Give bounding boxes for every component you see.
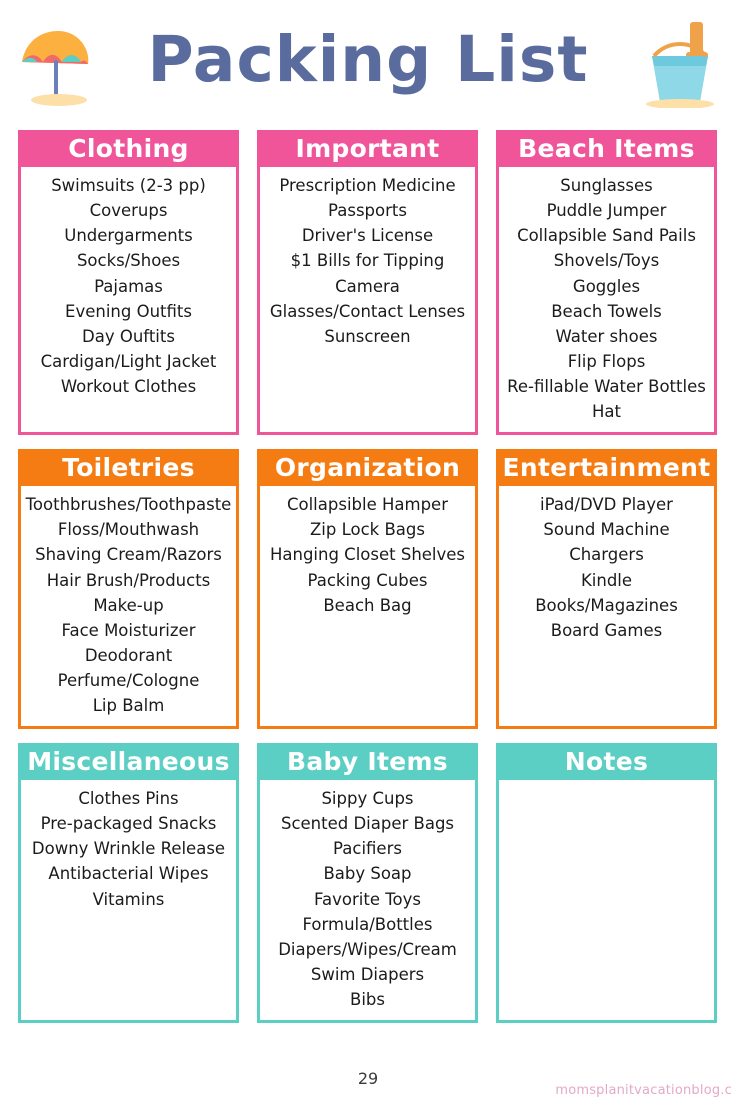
list-item[interactable]: Favorite Toys xyxy=(314,889,421,909)
list-item[interactable]: Formula/Bottles xyxy=(302,914,433,934)
list-item[interactable]: Cardigan/Light Jacket xyxy=(40,351,217,371)
list-item[interactable]: Zip Lock Bags xyxy=(310,520,425,540)
card-title: Miscellaneous xyxy=(21,746,236,780)
list-item[interactable]: Floss/Mouthwash xyxy=(57,520,200,540)
list-item[interactable]: Sound Machine xyxy=(543,520,670,540)
list-item[interactable]: Prescription Medicine xyxy=(279,176,456,196)
list-item[interactable]: Antibacterial Wipes xyxy=(48,864,209,884)
card-title: Notes xyxy=(499,746,714,780)
list-item[interactable]: Face Moisturizer xyxy=(61,620,196,640)
card-toiletries xyxy=(18,449,239,729)
list-item[interactable]: Water shoes xyxy=(555,326,658,346)
list-item[interactable]: $1 Bills for Tipping xyxy=(290,251,445,271)
list-item[interactable]: Vitamins xyxy=(92,889,165,909)
sand-bucket-icon xyxy=(638,18,718,108)
card-important xyxy=(257,130,478,435)
card-title: Important xyxy=(260,133,475,167)
list-item[interactable]: Toothbrushes/Toothpaste xyxy=(25,495,232,515)
list-item[interactable]: Goggles xyxy=(572,276,641,296)
list-item[interactable]: Sippy Cups xyxy=(321,789,414,809)
list-item[interactable]: Day Ouftits xyxy=(82,326,175,346)
list-item[interactable]: Sunscreen xyxy=(324,326,411,346)
card-items xyxy=(21,486,236,726)
list-item[interactable]: Deodorant xyxy=(84,645,173,665)
list-item[interactable]: Collapsible Hamper xyxy=(286,495,448,515)
card-miscellaneous xyxy=(18,743,239,1023)
list-item[interactable]: Perfume/Cologne xyxy=(57,670,200,690)
card-entertainment xyxy=(496,449,717,729)
card-title: Beach Items xyxy=(499,133,714,167)
list-item[interactable]: Pacifiers xyxy=(333,839,402,859)
list-item[interactable]: Make-up xyxy=(93,595,164,615)
card-items xyxy=(260,486,475,726)
list-item[interactable]: Beach Towels xyxy=(551,301,662,321)
card-items xyxy=(260,780,475,1020)
list-item[interactable]: Board Games xyxy=(550,620,663,640)
card-baby-items xyxy=(257,743,478,1023)
beach-umbrella-icon xyxy=(16,22,102,106)
list-item[interactable]: Undergarments xyxy=(64,226,193,246)
list-item[interactable]: Packing Cubes xyxy=(307,570,428,590)
page-header xyxy=(0,0,736,118)
list-item[interactable]: iPad/DVD Player xyxy=(540,495,673,515)
list-item[interactable]: Scented Diaper Bags xyxy=(280,814,455,834)
list-item[interactable]: Pajamas xyxy=(94,276,163,296)
notes-writing-area[interactable] xyxy=(499,780,714,1020)
card-notes xyxy=(496,743,717,1023)
list-item[interactable]: Beach Bag xyxy=(323,595,412,615)
card-title: Clothing xyxy=(21,133,236,167)
list-item[interactable]: Sunglasses xyxy=(560,176,653,196)
list-item[interactable]: Baby Soap xyxy=(323,864,412,884)
card-title: Baby Items xyxy=(260,746,475,780)
list-item[interactable]: Glasses/Contact Lenses xyxy=(269,301,466,321)
list-item[interactable]: Passports xyxy=(328,201,407,221)
list-item[interactable]: Diapers/Wipes/Cream xyxy=(278,939,457,959)
card-beach-items xyxy=(496,130,717,435)
site-watermark: momsplanitvacationblog.c xyxy=(555,1083,732,1098)
list-item[interactable]: Coverups xyxy=(89,201,168,221)
list-item[interactable]: Books/Magazines xyxy=(535,595,678,615)
card-title: Entertainment xyxy=(499,452,714,486)
card-title: Toiletries xyxy=(21,452,236,486)
list-item[interactable]: Socks/Shoes xyxy=(76,251,181,271)
list-item[interactable]: Camera xyxy=(335,276,400,296)
list-item[interactable]: Shaving Cream/Razors xyxy=(35,545,222,565)
list-item[interactable]: Swim Diapers xyxy=(310,964,425,984)
list-item[interactable]: Workout Clothes xyxy=(60,376,197,396)
list-item[interactable]: Lip Balm xyxy=(92,695,165,715)
list-item[interactable]: Puddle Jumper xyxy=(546,201,667,221)
card-items xyxy=(499,486,714,726)
page-title: Packing List xyxy=(147,22,589,96)
list-item[interactable]: Swimsuits (2-3 pp) xyxy=(51,176,206,196)
category-card-grid xyxy=(18,130,718,1023)
card-clothing xyxy=(18,130,239,435)
list-item[interactable]: Evening Outfits xyxy=(65,301,192,321)
card-items xyxy=(260,167,475,432)
card-items xyxy=(499,167,714,432)
list-item[interactable]: Collapsible Sand Pails xyxy=(517,226,696,246)
card-organization xyxy=(257,449,478,729)
list-item[interactable]: Shovels/Toys xyxy=(553,251,660,271)
list-item[interactable]: Clothes Pins xyxy=(78,789,179,809)
card-title: Organization xyxy=(260,452,475,486)
card-items xyxy=(21,780,236,1020)
list-item[interactable]: Bibs xyxy=(350,989,385,1009)
list-item[interactable]: Re-fillable Water Bottles xyxy=(507,376,706,396)
list-item[interactable]: Kindle xyxy=(580,570,633,590)
list-item[interactable]: Chargers xyxy=(569,545,644,565)
list-item[interactable]: Hanging Closet Shelves xyxy=(269,545,466,565)
list-item[interactable]: Pre-packaged Snacks xyxy=(40,814,217,834)
list-item[interactable]: Hair Brush/Products xyxy=(46,570,211,590)
card-items xyxy=(21,167,236,432)
list-item[interactable]: Hat xyxy=(592,401,621,421)
list-item[interactable]: Downy Wrinkle Release xyxy=(31,839,226,859)
list-item[interactable]: Driver's License xyxy=(301,226,434,246)
list-item[interactable]: Flip Flops xyxy=(567,351,646,371)
page-number: 29 xyxy=(357,1069,379,1088)
